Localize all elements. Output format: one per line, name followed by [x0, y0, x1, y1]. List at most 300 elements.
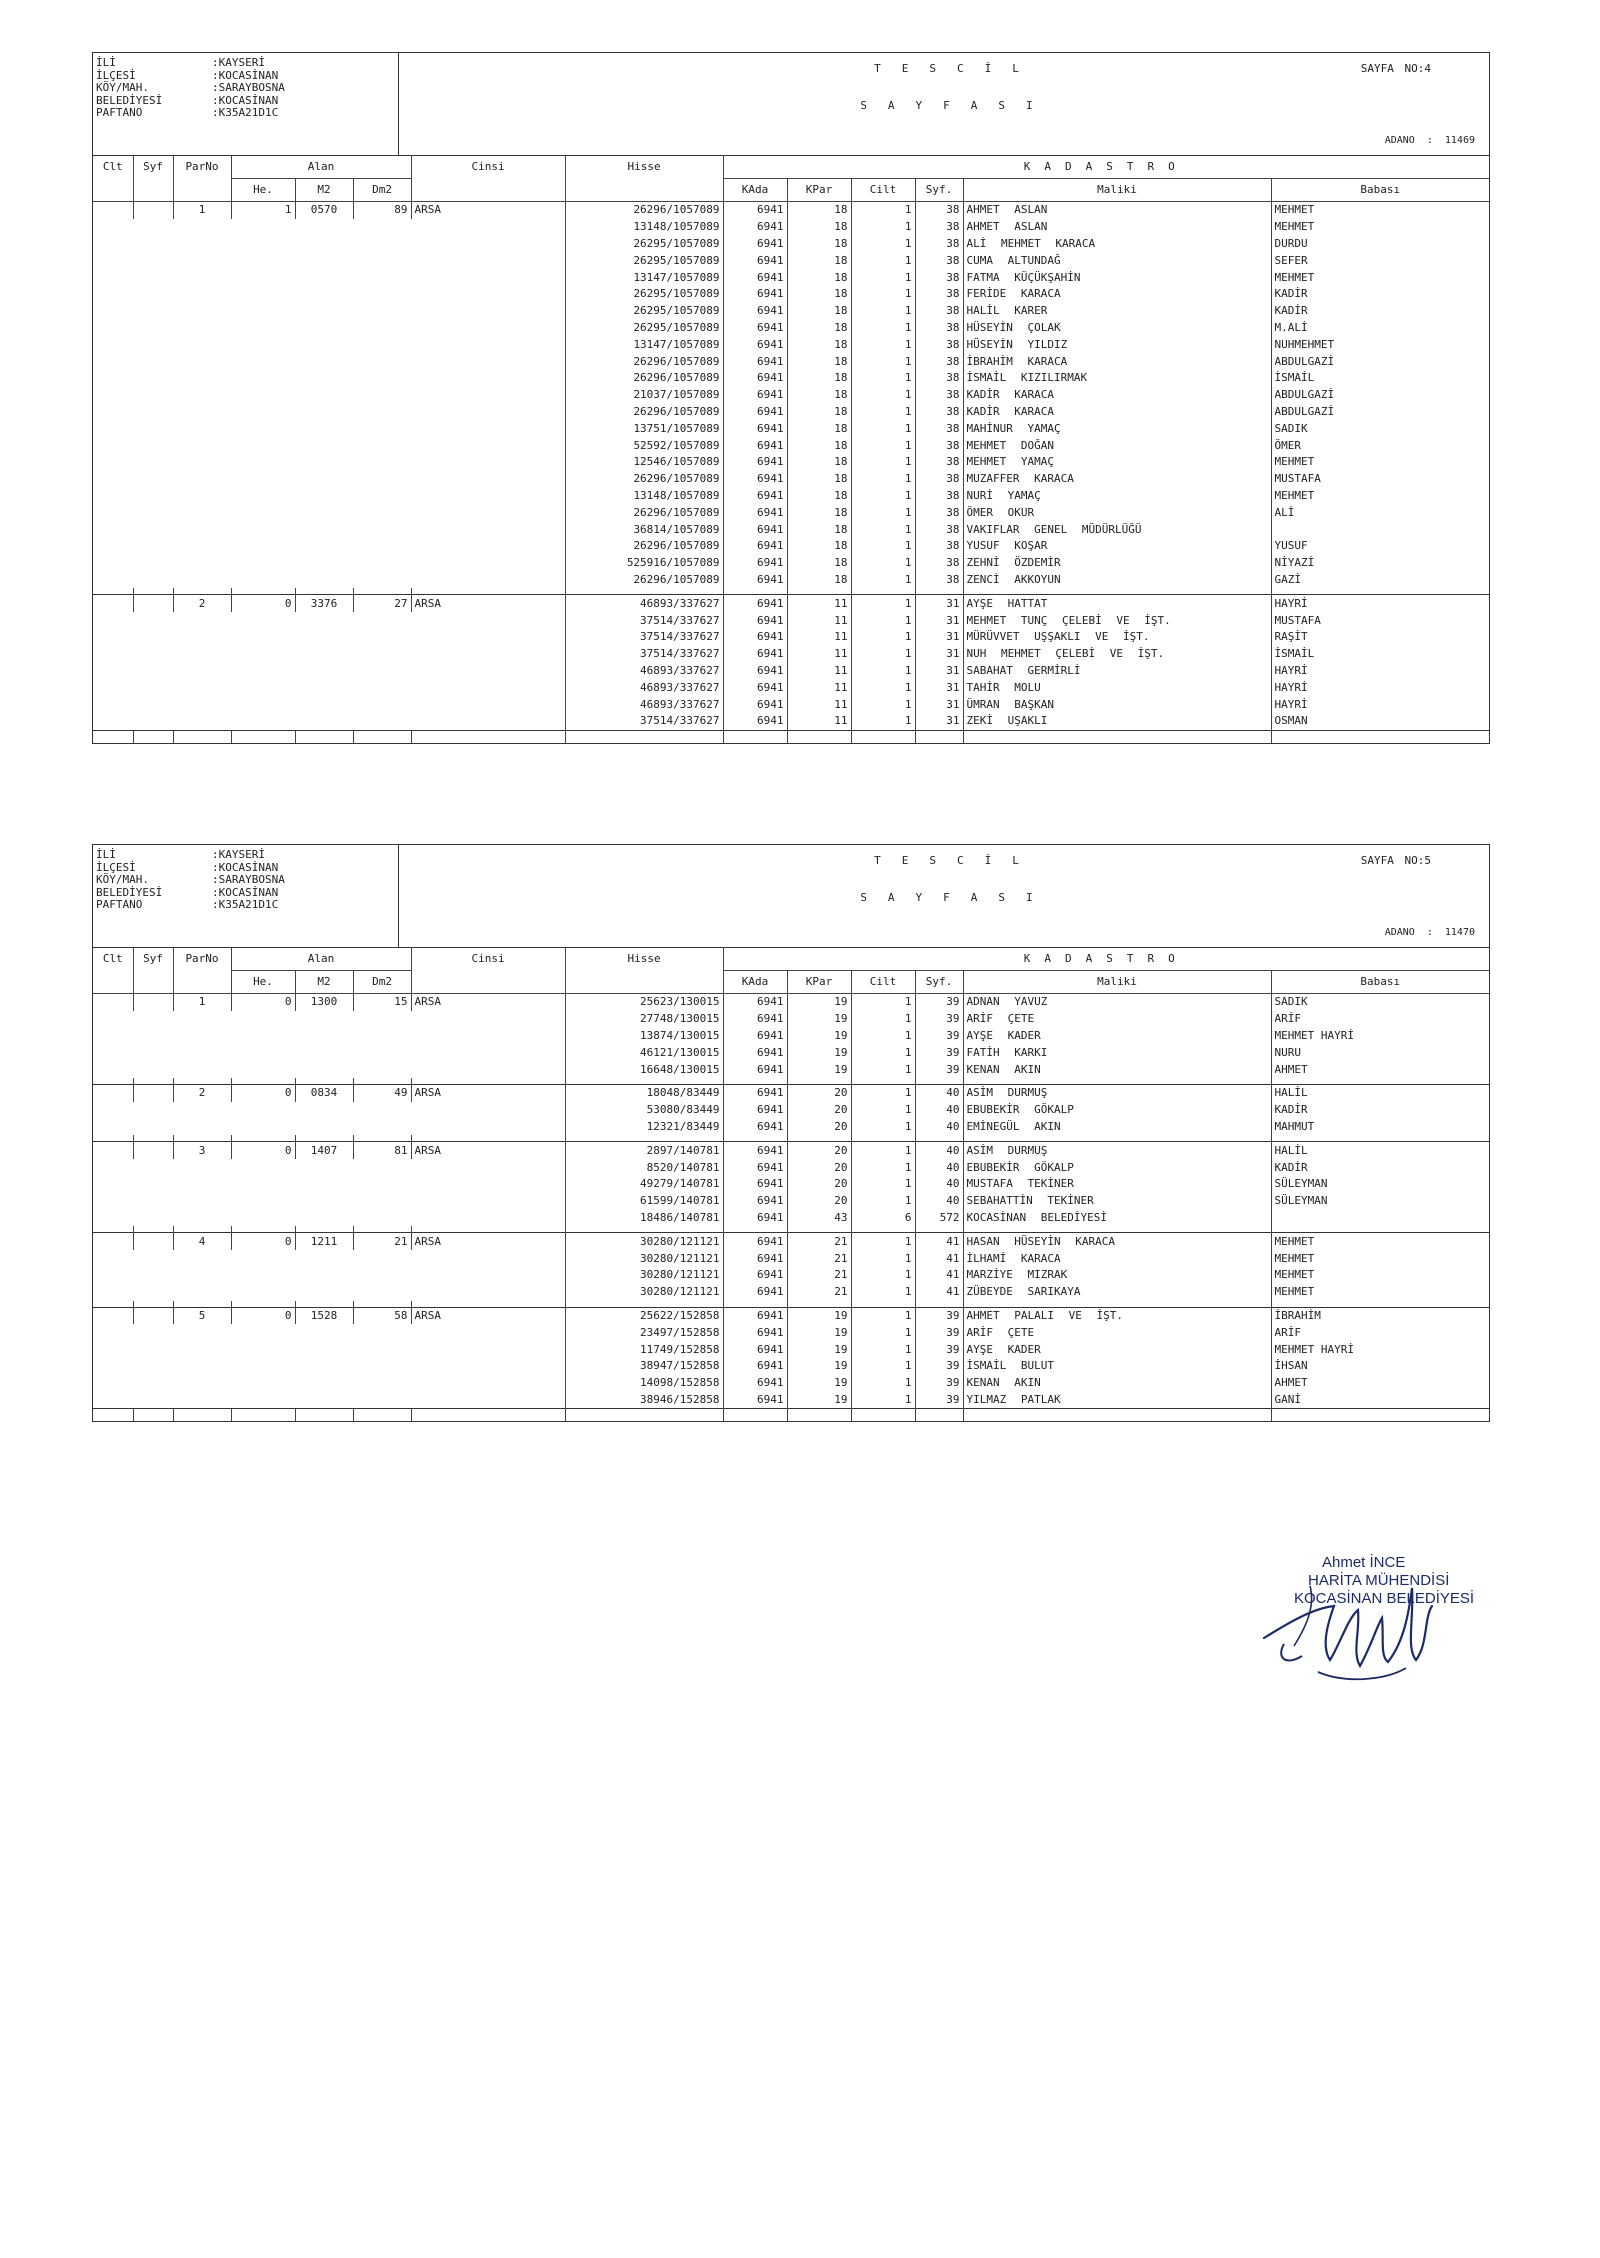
- owner-hisse: 46893/337627: [565, 696, 723, 713]
- owner-babasi: KADİR: [1271, 303, 1489, 320]
- owner-malik: EMİNEGÜL AKIN: [963, 1119, 1271, 1136]
- table-row: [93, 454, 1489, 471]
- location-info: [93, 845, 399, 947]
- owner-cilt: 1: [851, 612, 915, 629]
- field-label: İLİ: [96, 848, 116, 861]
- footer-cell: [295, 730, 353, 743]
- owner-hisse: 37514/337627: [565, 713, 723, 730]
- table-row: [93, 1084, 1489, 1101]
- table-row: [93, 994, 1489, 1011]
- col-syf-sub: [133, 179, 173, 202]
- owner-cilt: 1: [851, 404, 915, 421]
- blank-cell: [93, 404, 565, 421]
- owner-babasi: MEHMET: [1271, 1284, 1489, 1301]
- parcel-parno: 2: [173, 595, 231, 612]
- col-kada: KAda: [723, 971, 787, 994]
- table-row: [93, 370, 1489, 387]
- blank-cell: [93, 320, 565, 337]
- owner-syf: 39: [915, 1375, 963, 1392]
- parcel-clt: [93, 1233, 133, 1250]
- table-row: [93, 1324, 1489, 1341]
- signature-org: KOCASİNAN BELEDİYESİ: [1294, 1590, 1475, 1607]
- col-alan: Alan: [231, 948, 411, 971]
- owner-babasi: ARİF: [1271, 1011, 1489, 1028]
- table-row: [93, 713, 1489, 730]
- owner-kpar: 18: [787, 320, 851, 337]
- owner-kada: 6941: [723, 1358, 787, 1375]
- owner-hisse: 26296/1057089: [565, 370, 723, 387]
- table-row: [93, 663, 1489, 680]
- owner-kpar: 18: [787, 488, 851, 505]
- parcel-he: 0: [231, 1233, 295, 1250]
- owner-malik: AYŞE HATTAT: [963, 595, 1271, 612]
- owner-kpar: 20: [787, 1084, 851, 1101]
- table-row: [93, 236, 1489, 253]
- blank-cell: [93, 1011, 565, 1028]
- owner-kpar: 18: [787, 504, 851, 521]
- owner-kpar: 18: [787, 437, 851, 454]
- owner-kada: 6941: [723, 303, 787, 320]
- blank-cell: [93, 1044, 565, 1061]
- owner-syf: 38: [915, 504, 963, 521]
- owner-kpar: 18: [787, 555, 851, 572]
- owner-kpar: 18: [787, 236, 851, 253]
- owner-cilt: 1: [851, 538, 915, 555]
- table-row: [93, 1142, 1489, 1159]
- parcel-he: 0: [231, 994, 295, 1011]
- owner-syf: 38: [915, 370, 963, 387]
- parcel-parno: 3: [173, 1142, 231, 1159]
- owner-malik: MARZİYE MIZRAK: [963, 1267, 1271, 1284]
- owner-hisse: 46121/130015: [565, 1044, 723, 1061]
- owner-cilt: 1: [851, 219, 915, 236]
- owner-babasi: MEHMET: [1271, 1233, 1489, 1250]
- parcel-syf: [133, 1307, 173, 1324]
- tescil-sheet-page-5: [92, 844, 1490, 1422]
- owner-syf: 38: [915, 236, 963, 253]
- blank-cell: [93, 1119, 565, 1136]
- owner-malik: VAKIFLAR GENEL MÜDÜRLÜĞÜ: [963, 521, 1271, 538]
- owner-babasi: SEFER: [1271, 252, 1489, 269]
- blank-cell: [93, 387, 565, 404]
- owner-kada: 6941: [723, 252, 787, 269]
- parcel-dm2: 27: [353, 595, 411, 612]
- parcel-m2: 1407: [295, 1142, 353, 1159]
- owner-kpar: 43: [787, 1210, 851, 1227]
- parcel-m2: 0834: [295, 1084, 353, 1101]
- footer-cell: [295, 1409, 353, 1422]
- owner-kada: 6941: [723, 663, 787, 680]
- owner-hisse: 13147/1057089: [565, 336, 723, 353]
- owner-malik: FERİDE KARACA: [963, 286, 1271, 303]
- owner-hisse: 46893/337627: [565, 663, 723, 680]
- parcel-cinsi: ARSA: [411, 202, 565, 219]
- page-number: SAYFA NO:5: [1360, 854, 1431, 867]
- footer-cell: [723, 1409, 787, 1422]
- blank-cell: [93, 269, 565, 286]
- blank-cell: [93, 370, 565, 387]
- owner-kpar: 18: [787, 521, 851, 538]
- owner-babasi: HAYRİ: [1271, 595, 1489, 612]
- ada-number: ADANO : 11469: [1384, 135, 1475, 146]
- owner-hisse: 49279/140781: [565, 1176, 723, 1193]
- table-row: [93, 646, 1489, 663]
- col-m2: M2: [295, 971, 353, 994]
- parcel-clt: [93, 1084, 133, 1101]
- owner-kpar: 18: [787, 420, 851, 437]
- owner-kada: 6941: [723, 269, 787, 286]
- owner-cilt: 1: [851, 663, 915, 680]
- owner-hisse: 37514/337627: [565, 646, 723, 663]
- owner-cilt: 1: [851, 353, 915, 370]
- parcel-parno: 4: [173, 1233, 231, 1250]
- col-kpar: KPar: [787, 971, 851, 994]
- table-row: [93, 269, 1489, 286]
- owner-kada: 6941: [723, 202, 787, 219]
- title-block: [399, 53, 1489, 155]
- blank-cell: [93, 1061, 565, 1078]
- owner-malik: ZEHNİ ÖZDEMİR: [963, 555, 1271, 572]
- table-row: [93, 252, 1489, 269]
- owner-kpar: 18: [787, 353, 851, 370]
- ada-number: ADANO : 11470: [1384, 927, 1475, 938]
- parcel-dm2: 58: [353, 1307, 411, 1324]
- owner-hisse: 27748/130015: [565, 1011, 723, 1028]
- owner-malik: HALİL KARER: [963, 303, 1271, 320]
- owner-kpar: 20: [787, 1142, 851, 1159]
- owner-hisse: 525916/1057089: [565, 555, 723, 572]
- owner-malik: MEHMET YAMAÇ: [963, 454, 1271, 471]
- footer-cell: [915, 730, 963, 743]
- owner-hisse: 26296/1057089: [565, 202, 723, 219]
- owner-hisse: 30280/121121: [565, 1233, 723, 1250]
- blank-cell: [93, 1267, 565, 1284]
- owner-kada: 6941: [723, 612, 787, 629]
- field-value: :KAYSERİ: [212, 56, 265, 69]
- owner-hisse: 13148/1057089: [565, 219, 723, 236]
- owner-malik: ADNAN YAVUZ: [963, 994, 1271, 1011]
- owner-kada: 6941: [723, 1176, 787, 1193]
- parcel-clt: [93, 595, 133, 612]
- owner-malik: YUSUF KOŞAR: [963, 538, 1271, 555]
- owner-cilt: 1: [851, 1233, 915, 1250]
- owner-malik: AHMET ASLAN: [963, 202, 1271, 219]
- owner-babasi: ÖMER: [1271, 437, 1489, 454]
- blank-cell: [93, 555, 565, 572]
- footer-cell: [963, 730, 1271, 743]
- owner-kada: 6941: [723, 555, 787, 572]
- owner-cilt: 1: [851, 1324, 915, 1341]
- blank-cell: [93, 521, 565, 538]
- owner-kpar: 21: [787, 1284, 851, 1301]
- owner-kada: 6941: [723, 1341, 787, 1358]
- table-row: [93, 1210, 1489, 1227]
- footer-cell: [851, 730, 915, 743]
- table-row: [93, 1250, 1489, 1267]
- owner-kada: 6941: [723, 1250, 787, 1267]
- owner-malik: ZEKİ UŞAKLI: [963, 713, 1271, 730]
- parcel-syf: [133, 1142, 173, 1159]
- owner-malik: MUSTAFA TEKİNER: [963, 1176, 1271, 1193]
- owner-babasi: SADIK: [1271, 994, 1489, 1011]
- parcel-clt: [93, 202, 133, 219]
- owner-hisse: 26295/1057089: [565, 252, 723, 269]
- owner-malik: MÜRÜVVET UŞŞAKLI VE İŞT.: [963, 629, 1271, 646]
- owner-babasi: ALİ: [1271, 504, 1489, 521]
- owner-malik: ÜMRAN BAŞKAN: [963, 696, 1271, 713]
- owner-syf: 40: [915, 1084, 963, 1101]
- table-row: [93, 1341, 1489, 1358]
- owner-syf: 41: [915, 1267, 963, 1284]
- owner-syf: 40: [915, 1142, 963, 1159]
- col-m2: M2: [295, 179, 353, 202]
- parcel-cinsi: ARSA: [411, 1142, 565, 1159]
- owner-malik: MUZAFFER KARACA: [963, 471, 1271, 488]
- owner-cilt: 1: [851, 420, 915, 437]
- title-block: [399, 845, 1489, 947]
- owner-babasi: ABDULGAZİ: [1271, 353, 1489, 370]
- owner-malik: CUMA ALTUNDAĞ: [963, 252, 1271, 269]
- owner-hisse: 13147/1057089: [565, 269, 723, 286]
- parcel-cinsi: ARSA: [411, 1084, 565, 1101]
- sheet-header: [93, 845, 1489, 948]
- col-kadastro: KADASTRO: [723, 948, 1489, 971]
- blank-cell: [93, 1375, 565, 1392]
- owner-babasi: M.ALİ: [1271, 320, 1489, 337]
- owner-kpar: 18: [787, 471, 851, 488]
- parcel-dm2: 81: [353, 1142, 411, 1159]
- owner-syf: 40: [915, 1176, 963, 1193]
- table-row: [93, 696, 1489, 713]
- owner-malik: MAHİNUR YAMAÇ: [963, 420, 1271, 437]
- parcel-syf: [133, 202, 173, 219]
- owner-malik: SEBAHATTİN TEKİNER: [963, 1193, 1271, 1210]
- owner-cilt: 1: [851, 252, 915, 269]
- owner-syf: 38: [915, 320, 963, 337]
- owner-malik: ÖMER OKUR: [963, 504, 1271, 521]
- table-row: [93, 1284, 1489, 1301]
- owner-cilt: 1: [851, 994, 915, 1011]
- owner-kada: 6941: [723, 1324, 787, 1341]
- owner-kpar: 11: [787, 646, 851, 663]
- col-he: He.: [231, 179, 295, 202]
- blank-cell: [93, 696, 565, 713]
- blank-cell: [93, 420, 565, 437]
- location-field: [96, 899, 395, 912]
- owner-kada: 6941: [723, 521, 787, 538]
- owner-kpar: 18: [787, 454, 851, 471]
- owner-kpar: 20: [787, 1176, 851, 1193]
- blank-cell: [93, 236, 565, 253]
- owner-syf: 38: [915, 286, 963, 303]
- owner-kpar: 18: [787, 572, 851, 589]
- owner-hisse: 14098/152858: [565, 1375, 723, 1392]
- owner-malik: ZÜBEYDE SARIKAYA: [963, 1284, 1271, 1301]
- footer-cell: [231, 730, 295, 743]
- owner-syf: 38: [915, 336, 963, 353]
- blank-cell: [93, 454, 565, 471]
- owner-syf: 38: [915, 437, 963, 454]
- parcel-m2: 3376: [295, 595, 353, 612]
- owner-kada: 6941: [723, 1061, 787, 1078]
- footer-cell: [851, 1409, 915, 1422]
- owner-babasi: İSMAİL: [1271, 646, 1489, 663]
- owner-babasi: [1271, 521, 1489, 538]
- blank-cell: [93, 572, 565, 589]
- parcel-dm2: 49: [353, 1084, 411, 1101]
- owner-kpar: 19: [787, 1375, 851, 1392]
- owner-hisse: 26296/1057089: [565, 538, 723, 555]
- owner-malik: İBRAHİM KARACA: [963, 353, 1271, 370]
- table-row: [93, 471, 1489, 488]
- tescil-sheet-page-4: [92, 52, 1490, 744]
- owner-malik: İSMAİL KIZILIRMAK: [963, 370, 1271, 387]
- owner-cilt: 1: [851, 236, 915, 253]
- col-malik: Maliki: [963, 179, 1271, 202]
- owner-babasi: AHMET: [1271, 1375, 1489, 1392]
- table-row: [93, 353, 1489, 370]
- owner-babasi: OSMAN: [1271, 713, 1489, 730]
- column-subheader-row: [93, 179, 1489, 202]
- blank-cell: [93, 1250, 565, 1267]
- owner-kada: 6941: [723, 713, 787, 730]
- owner-kpar: 19: [787, 1044, 851, 1061]
- owner-malik: İLHAMİ KARACA: [963, 1250, 1271, 1267]
- field-value: :KAYSERİ: [212, 848, 265, 861]
- owner-malik: NUH MEHMET ÇELEBİ VE İŞT.: [963, 646, 1271, 663]
- owner-cilt: 1: [851, 629, 915, 646]
- signature-name: Ahmet İNCE: [1322, 1554, 1406, 1571]
- owner-kada: 6941: [723, 420, 787, 437]
- blank-cell: [93, 538, 565, 555]
- parcel-syf: [133, 595, 173, 612]
- owner-cilt: 1: [851, 303, 915, 320]
- owner-kada: 6941: [723, 437, 787, 454]
- owner-kada: 6941: [723, 572, 787, 589]
- owner-syf: 39: [915, 1011, 963, 1028]
- owner-cilt: 1: [851, 1284, 915, 1301]
- owner-babasi: NUHMEHMET: [1271, 336, 1489, 353]
- title-tescil: TESCİL: [874, 854, 1040, 867]
- parcel-clt: [93, 1307, 133, 1324]
- owner-cilt: 1: [851, 1375, 915, 1392]
- owner-malik: KENAN AKIN: [963, 1375, 1271, 1392]
- owner-kpar: 18: [787, 252, 851, 269]
- table-row: [93, 1044, 1489, 1061]
- parcel-cinsi: ARSA: [411, 994, 565, 1011]
- owner-hisse: 25623/130015: [565, 994, 723, 1011]
- owner-babasi: MEHMET HAYRİ: [1271, 1341, 1489, 1358]
- owner-kpar: 19: [787, 1341, 851, 1358]
- owner-kpar: 11: [787, 713, 851, 730]
- owner-cilt: 1: [851, 1102, 915, 1119]
- owner-syf: 31: [915, 595, 963, 612]
- col-cinsi: Cinsi: [411, 948, 565, 971]
- owner-syf: 41: [915, 1250, 963, 1267]
- owner-cilt: 1: [851, 269, 915, 286]
- footer-cell: [565, 1409, 723, 1422]
- owner-kada: 6941: [723, 1392, 787, 1409]
- owner-kpar: 11: [787, 696, 851, 713]
- column-header-row: [93, 156, 1489, 179]
- owner-kpar: 11: [787, 595, 851, 612]
- owner-cilt: 1: [851, 286, 915, 303]
- field-value: :K35A21D1C: [212, 106, 279, 120]
- owner-kada: 6941: [723, 1159, 787, 1176]
- owner-syf: 39: [915, 1044, 963, 1061]
- parcel-he: 0: [231, 1084, 295, 1101]
- owner-cilt: 1: [851, 679, 915, 696]
- location-field: [96, 874, 395, 887]
- owner-cilt: 1: [851, 521, 915, 538]
- owner-babasi: AHMET: [1271, 1061, 1489, 1078]
- field-value: :KOCASİNAN: [212, 885, 279, 899]
- owner-babasi: KADİR: [1271, 1159, 1489, 1176]
- owner-babasi: SADIK: [1271, 420, 1489, 437]
- col-cilt: Cilt: [851, 971, 915, 994]
- owner-syf: 38: [915, 538, 963, 555]
- col-hisse-sub: [565, 971, 723, 994]
- owner-syf: 40: [915, 1193, 963, 1210]
- footer-cell: [353, 730, 411, 743]
- parcel-clt: [93, 1142, 133, 1159]
- table-row: [93, 1159, 1489, 1176]
- owner-babasi: DURDU: [1271, 236, 1489, 253]
- owner-babasi: MAHMUT: [1271, 1119, 1489, 1136]
- owner-syf: 39: [915, 1358, 963, 1375]
- table-row: [93, 219, 1489, 236]
- owner-cilt: 1: [851, 471, 915, 488]
- owner-babasi: HAYRİ: [1271, 696, 1489, 713]
- owner-cilt: 1: [851, 555, 915, 572]
- owner-hisse: 53080/83449: [565, 1102, 723, 1119]
- owner-kada: 6941: [723, 1193, 787, 1210]
- field-label: BELEDİYESİ: [96, 93, 163, 107]
- owner-syf: 38: [915, 471, 963, 488]
- owner-syf: 38: [915, 219, 963, 236]
- footer-cell: [1271, 1409, 1489, 1422]
- owner-kpar: 20: [787, 1102, 851, 1119]
- owner-kada: 6941: [723, 236, 787, 253]
- footer-cell: [915, 1409, 963, 1422]
- owner-malik: KADİR KARACA: [963, 404, 1271, 421]
- col-cinsi-sub: [411, 179, 565, 202]
- title-tescil: TESCİL: [874, 62, 1040, 75]
- owner-babasi: NİYAZİ: [1271, 555, 1489, 572]
- owner-malik: KOCASİNAN BELEDİYESİ: [963, 1210, 1271, 1227]
- owner-hisse: 38947/152858: [565, 1358, 723, 1375]
- owner-hisse: 26295/1057089: [565, 286, 723, 303]
- owner-babasi: MEHMET: [1271, 1250, 1489, 1267]
- parcel-parno: 5: [173, 1307, 231, 1324]
- owner-syf: 38: [915, 404, 963, 421]
- owner-kpar: 20: [787, 1159, 851, 1176]
- blank-cell: [93, 713, 565, 730]
- owner-kada: 6941: [723, 1011, 787, 1028]
- owner-kada: 6941: [723, 1375, 787, 1392]
- col-cinsi-sub: [411, 971, 565, 994]
- title-sayfasi: SAYFASI: [860, 99, 1054, 112]
- owner-syf: 40: [915, 1102, 963, 1119]
- owner-babasi: SÜLEYMAN: [1271, 1176, 1489, 1193]
- parcel-m2: 1528: [295, 1307, 353, 1324]
- owner-babasi: NURU: [1271, 1044, 1489, 1061]
- owner-kpar: 19: [787, 1392, 851, 1409]
- parcel-parno: 2: [173, 1084, 231, 1101]
- owner-cilt: 1: [851, 1341, 915, 1358]
- blank-cell: [93, 1392, 565, 1409]
- col-babasi: Babası: [1271, 971, 1489, 994]
